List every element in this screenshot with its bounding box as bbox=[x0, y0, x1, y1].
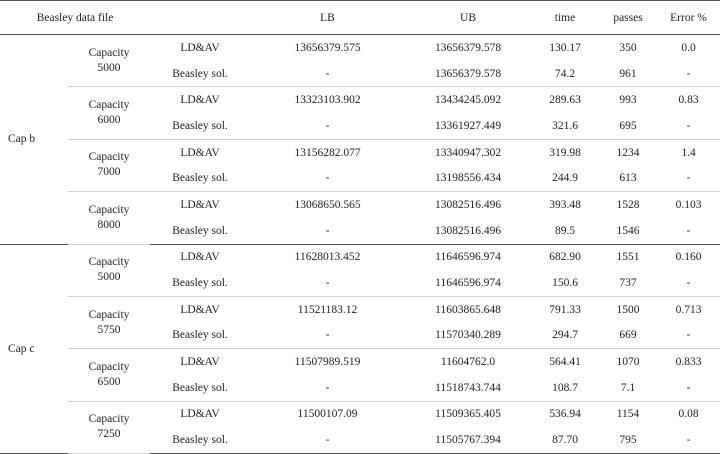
capacity-label: Capacity bbox=[88, 203, 130, 216]
capacity-cell bbox=[68, 296, 150, 348]
error-cell: - bbox=[657, 270, 720, 296]
error-cell: 0.08 bbox=[678, 408, 699, 421]
passes-cell: 1154 bbox=[616, 408, 640, 421]
capacity-label: Capacity bbox=[88, 413, 130, 426]
time-cell: 321.6 bbox=[531, 113, 599, 139]
method-cell: LD&AV bbox=[180, 198, 220, 211]
header-method bbox=[150, 1, 250, 35]
passes-cell: 795 bbox=[599, 427, 657, 453]
passes-cell: 1551 bbox=[616, 251, 640, 264]
lb-cell: 13068650.565 bbox=[294, 198, 361, 211]
ub-cell: 13082516.496 bbox=[405, 218, 531, 244]
method-cell: LD&AV bbox=[180, 146, 220, 159]
method-cell: Beasley sol. bbox=[150, 113, 250, 139]
table-row bbox=[0, 87, 720, 113]
method-cell: LD&AV bbox=[180, 303, 220, 316]
time-cell: 289.63 bbox=[549, 94, 581, 107]
group-label: Cap c bbox=[0, 244, 68, 454]
error-cell: - bbox=[657, 375, 720, 401]
time-cell: 682.90 bbox=[549, 251, 581, 264]
ub-cell: 11518743.744 bbox=[405, 375, 531, 401]
passes-cell: 1528 bbox=[616, 198, 640, 211]
capacity-cell bbox=[68, 87, 150, 139]
time-cell: 319.98 bbox=[549, 146, 581, 159]
passes-cell: 737 bbox=[599, 270, 657, 296]
method-cell: Beasley sol. bbox=[150, 270, 250, 296]
ub-cell: 11509365.405 bbox=[435, 408, 501, 421]
lb-cell: - bbox=[250, 427, 405, 453]
capacity-cell bbox=[68, 244, 150, 296]
method-cell: LD&AV bbox=[180, 41, 220, 54]
error-cell: 0.103 bbox=[675, 198, 702, 211]
table-row bbox=[0, 401, 720, 427]
capacity-value: 5000 bbox=[97, 271, 121, 284]
error-cell: 0.713 bbox=[675, 303, 702, 316]
capacity-cell bbox=[68, 35, 150, 87]
header-time: time bbox=[531, 1, 599, 35]
ub-cell: 13340947.302 bbox=[434, 146, 502, 159]
lb-cell: - bbox=[250, 61, 405, 87]
time-cell: 87.70 bbox=[531, 427, 599, 453]
table-row bbox=[0, 35, 720, 61]
table-row bbox=[0, 349, 720, 375]
header-row bbox=[0, 1, 720, 35]
table-row bbox=[0, 296, 720, 322]
passes-cell: 695 bbox=[599, 113, 657, 139]
passes-cell: 350 bbox=[619, 41, 637, 54]
capacity-value: 7000 bbox=[97, 166, 121, 179]
passes-cell: 1546 bbox=[599, 218, 657, 244]
lb-cell: 11500107.09 bbox=[297, 408, 358, 421]
error-cell: 1.4 bbox=[681, 146, 696, 159]
method-cell: Beasley sol. bbox=[150, 375, 250, 401]
passes-cell: 7.1 bbox=[599, 375, 657, 401]
time-cell: 791.33 bbox=[549, 303, 581, 316]
header-error: Error % bbox=[657, 1, 720, 35]
method-cell: Beasley sol. bbox=[150, 61, 250, 87]
time-cell: 150.6 bbox=[531, 270, 599, 296]
capacity-label: Capacity bbox=[88, 151, 130, 164]
capacity-cell bbox=[68, 349, 150, 401]
capacity-value: 5000 bbox=[97, 61, 121, 74]
ub-cell: 11646596.974 bbox=[405, 270, 531, 296]
error-cell: - bbox=[657, 218, 720, 244]
capacity-cell bbox=[68, 139, 150, 191]
capacity-value: 8000 bbox=[97, 218, 121, 231]
ub-cell: 13198556.434 bbox=[405, 165, 531, 191]
time-cell: 89.5 bbox=[531, 218, 599, 244]
capacity-label: Capacity bbox=[88, 99, 130, 112]
table-body bbox=[0, 35, 720, 454]
method-cell: Beasley sol. bbox=[150, 323, 250, 349]
header-passes: passes bbox=[599, 1, 657, 35]
time-cell: 244.9 bbox=[531, 165, 599, 191]
capacity-label: Capacity bbox=[88, 308, 130, 321]
time-cell: 294.7 bbox=[531, 323, 599, 349]
error-cell: 0.83 bbox=[678, 94, 699, 107]
passes-cell: 613 bbox=[599, 165, 657, 191]
error-cell: - bbox=[657, 61, 720, 87]
capacity-cell bbox=[68, 192, 150, 244]
ub-cell: 11570340.289 bbox=[405, 323, 531, 349]
table-row bbox=[0, 244, 720, 270]
ub-cell: 13656379.578 bbox=[434, 41, 502, 54]
error-cell: - bbox=[657, 427, 720, 453]
time-cell: 536.94 bbox=[549, 408, 581, 421]
ub-cell: 13434245.092 bbox=[434, 94, 502, 107]
capacity-label: Capacity bbox=[88, 256, 130, 269]
passes-cell: 669 bbox=[599, 323, 657, 349]
passes-cell: 961 bbox=[599, 61, 657, 87]
capacity-cell bbox=[68, 401, 150, 453]
capacity-label: Capacity bbox=[88, 46, 130, 59]
header-file: Beasley data file bbox=[0, 1, 150, 35]
lb-cell: 13156282.077 bbox=[294, 146, 361, 159]
method-cell: LD&AV bbox=[180, 408, 220, 421]
capacity-value: 6000 bbox=[97, 114, 121, 127]
error-cell: - bbox=[657, 323, 720, 349]
method-cell: LD&AV bbox=[180, 94, 220, 107]
lb-cell: - bbox=[250, 323, 405, 349]
header-lb: LB bbox=[250, 1, 405, 35]
ub-cell: 13656379.578 bbox=[405, 61, 531, 87]
lb-cell: - bbox=[250, 218, 405, 244]
ub-cell: 13361927.449 bbox=[405, 113, 531, 139]
table-row bbox=[0, 192, 720, 218]
lb-cell: 13323103.902 bbox=[294, 94, 361, 107]
lb-cell: - bbox=[250, 270, 405, 296]
lb-cell: 11507989.519 bbox=[294, 356, 361, 369]
time-cell: 74.2 bbox=[531, 61, 599, 87]
method-cell: Beasley sol. bbox=[150, 218, 250, 244]
method-cell: LD&AV bbox=[180, 356, 220, 369]
passes-cell: 1070 bbox=[616, 356, 640, 369]
lb-cell: - bbox=[250, 165, 405, 191]
group-label: Cap b bbox=[0, 35, 68, 245]
method-cell: Beasley sol. bbox=[150, 165, 250, 191]
time-cell: 393.48 bbox=[549, 198, 581, 211]
method-cell: LD&AV bbox=[180, 251, 220, 264]
passes-cell: 1234 bbox=[616, 146, 640, 159]
capacity-value: 6500 bbox=[97, 375, 121, 388]
error-cell: 0.0 bbox=[681, 41, 696, 54]
passes-cell: 993 bbox=[619, 94, 637, 107]
capacity-value: 5750 bbox=[97, 323, 121, 336]
lb-cell: - bbox=[250, 113, 405, 139]
lb-cell: 13656379.575 bbox=[294, 41, 361, 54]
lb-cell: - bbox=[250, 375, 405, 401]
ub-cell: 13082516.496 bbox=[434, 198, 502, 211]
lb-cell: 11628013.452 bbox=[294, 251, 361, 264]
table-row bbox=[0, 139, 720, 165]
error-cell: - bbox=[657, 165, 720, 191]
error-cell: 0.160 bbox=[675, 251, 702, 264]
error-cell: 0.833 bbox=[675, 356, 702, 369]
ub-cell: 11603865.648 bbox=[435, 303, 501, 316]
passes-cell: 1500 bbox=[616, 303, 640, 316]
lb-cell: 11521183.12 bbox=[297, 303, 358, 316]
error-cell: - bbox=[657, 113, 720, 139]
time-cell: 130.17 bbox=[549, 41, 581, 54]
time-cell: 108.7 bbox=[531, 375, 599, 401]
method-cell: Beasley sol. bbox=[150, 427, 250, 453]
header-ub: UB bbox=[405, 1, 531, 35]
time-cell: 564.41 bbox=[549, 356, 581, 369]
ub-cell: 11604762.0 bbox=[440, 356, 496, 369]
capacity-label: Capacity bbox=[88, 360, 130, 373]
capacity-value: 7250 bbox=[97, 428, 121, 441]
ub-cell: 11646596.974 bbox=[435, 251, 501, 264]
ub-cell: 11505767.394 bbox=[405, 427, 531, 453]
